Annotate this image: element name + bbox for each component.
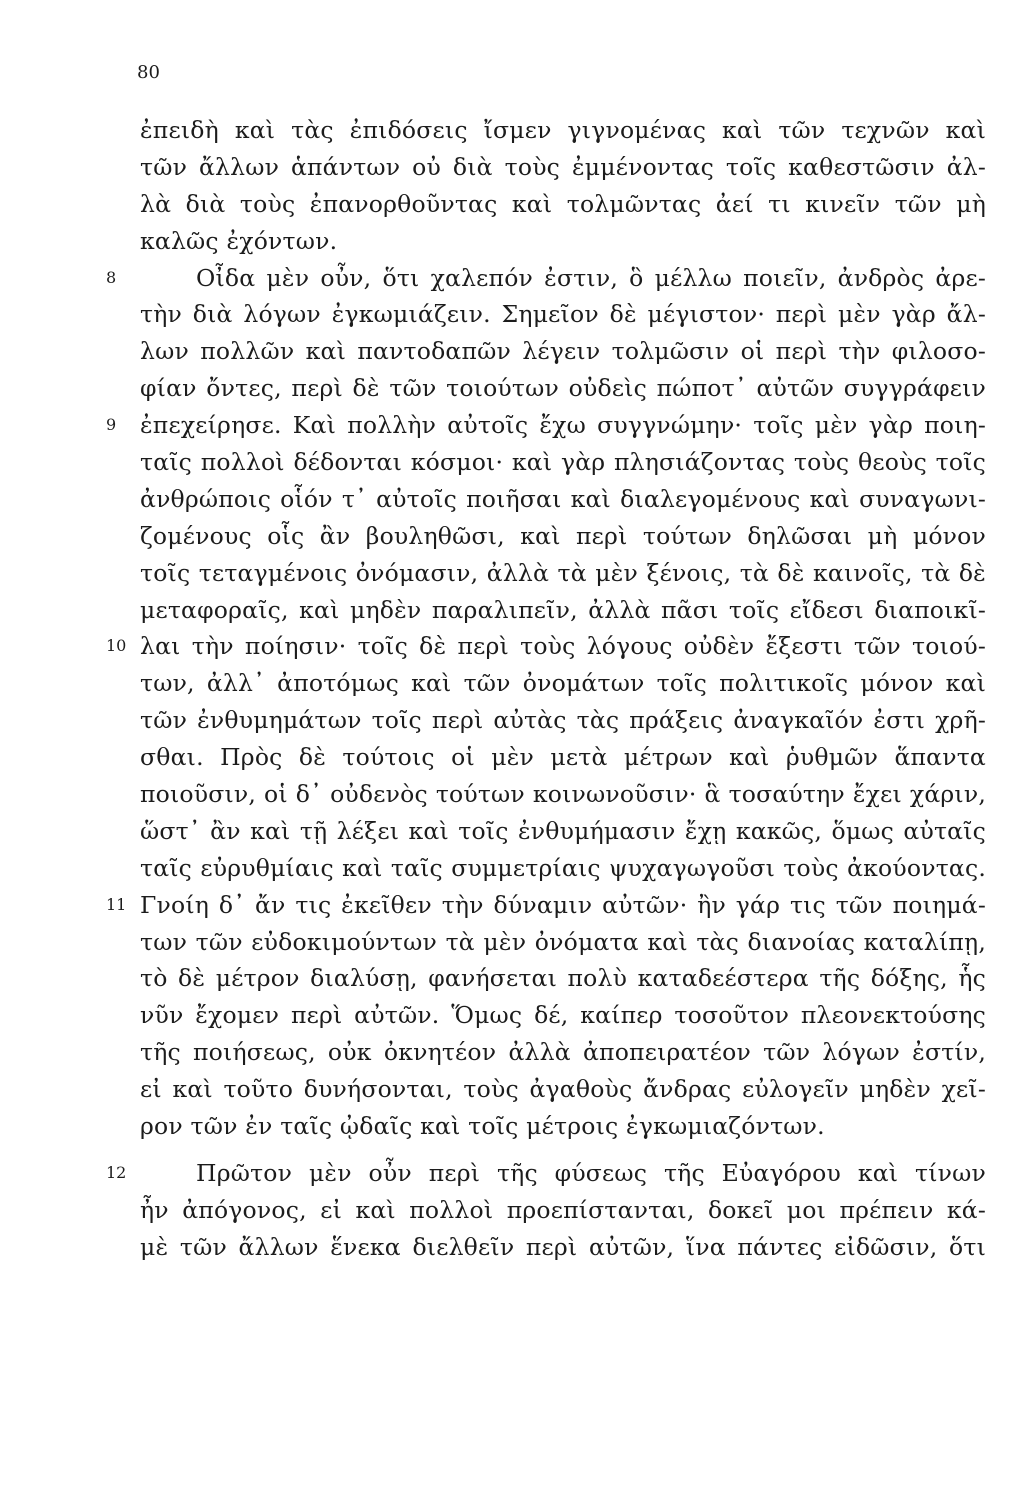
line-text: ταῖς εὐρυθμίαις καὶ ταῖς συμμετρίαις ψυχαγωγοῦσι τοὺς ἀκούοντας. xyxy=(140,853,986,882)
line-text: μεταφοραῖς, καὶ μηδὲν παραλιπεῖν, ἀλλὰ πᾶσι τοῖς εἴδεσι διαποικῖ- xyxy=(140,595,986,624)
line-text: τὸ δὲ μέτρον διαλύσῃ, φανήσεται πολὺ καταδεέστερα τῆς δόξης, ἧς xyxy=(140,964,986,993)
text-line xyxy=(140,223,986,260)
line-text: Οἶδα μὲν οὖν, ὅτι χαλεπόν ἐστιν, ὃ μέλλω ποιεῖν, ἀνδρὸς ἀρε- xyxy=(196,263,986,292)
line-text: νῦν ἔχομεν περὶ αὐτῶν. Ὅμως δέ, καίπερ τοσοῦτον πλεονεκτούσης xyxy=(140,1001,986,1030)
line-text: μὲ τῶν ἄλλων ἕνεκα διελθεῖν περὶ αὐτῶν, ἵνα πάντες εἰδῶσιν, ὅτι xyxy=(140,1232,986,1261)
line-text: ἀνθρώποις οἷόν τ᾽ αὐτοῖς ποιῆσαι καὶ διαλεγομένους καὶ συναγωνι- xyxy=(140,484,986,513)
line-text: φίαν ὄντες, περὶ δὲ τῶν τοιούτων οὐδεὶς πώποτ᾽ αὐτῶν συγγράφειν xyxy=(140,374,986,403)
line-text: Πρῶτον μὲν οὖν περὶ τῆς φύσεως τῆς Εὐαγόρου καὶ τίνων xyxy=(196,1158,986,1187)
text-line xyxy=(140,1071,986,1108)
text-line xyxy=(140,296,986,333)
text-line xyxy=(140,112,986,149)
line-text: λων πολλῶν καὶ παντοδαπῶν λέγειν τολμῶσιν οἱ περὶ τὴν φιλοσο- xyxy=(140,337,986,366)
line-text: τῶν ἐνθυμημάτων τοῖς περὶ αὐτὰς τὰς πράξεις ἀναγκαῖόν ἐστι χρῆ- xyxy=(140,706,986,735)
text-line xyxy=(140,149,986,186)
text-line xyxy=(140,518,986,555)
text-line xyxy=(106,628,986,665)
text-line xyxy=(140,776,986,813)
line-text: τὴν διὰ λόγων ἐγκωμιάζειν. Σημεῖον δὲ μέγιστον· περὶ μὲν γὰρ ἄλ- xyxy=(140,300,986,329)
text-line xyxy=(140,592,986,629)
section-number: 9 xyxy=(106,415,117,435)
text-line xyxy=(106,1155,986,1192)
text-line xyxy=(140,1229,986,1266)
text-line xyxy=(140,370,986,407)
text-line xyxy=(140,924,986,961)
text-line xyxy=(140,702,986,739)
text-line xyxy=(106,260,986,297)
line-text: ἦν ἀπόγονος, εἰ καὶ πολλοὶ προεπίστανται, δοκεῖ μοι πρέπειν κά- xyxy=(140,1195,986,1224)
text-line xyxy=(140,555,986,592)
line-text: ταῖς πολλοὶ δέδονται κόσμοι· καὶ γὰρ πλησιάζοντας τοὺς θεοὺς τοῖς xyxy=(140,448,986,477)
line-text: ρον τῶν ἐν ταῖς ᾠδαῖς καὶ τοῖς μέτροις ἐγκωμιαζόντων. xyxy=(140,1112,825,1141)
text-line xyxy=(106,887,986,924)
line-text: λὰ διὰ τοὺς ἐπανορθοῦντας καὶ τολμῶντας ἀεί τι κινεῖν τῶν μὴ xyxy=(140,189,986,218)
text-line xyxy=(140,813,986,850)
text-line xyxy=(140,481,986,518)
text-line xyxy=(140,1108,986,1145)
section-number: 10 xyxy=(106,636,127,656)
text-line xyxy=(140,739,986,776)
page-number: 80 xyxy=(137,62,160,83)
text-line xyxy=(140,444,986,481)
section-number: 12 xyxy=(106,1162,127,1182)
line-text: ἐπεχείρησε. Καὶ πολλὴν αὐτοῖς ἔχω συγγνώμην· τοῖς μὲν γὰρ ποιη- xyxy=(140,411,986,440)
text-line xyxy=(140,665,986,702)
text-line xyxy=(140,186,986,223)
line-text: τῶν ἄλλων ἁπάντων οὐ διὰ τοὺς ἐμμένοντας τοῖς καθεστῶσιν ἀλ- xyxy=(140,152,986,181)
line-text: καλῶς ἐχόντων. xyxy=(140,226,338,255)
text-line xyxy=(140,997,986,1034)
line-text: τῆς ποιήσεως, οὐκ ὀκνητέον ἀλλὰ ἀποπειρατέον τῶν λόγων ἐστίν, xyxy=(140,1038,986,1067)
line-text: ὥστ᾽ ἂν καὶ τῇ λέξει καὶ τοῖς ἐνθυμήμασιν ἔχῃ κακῶς, ὅμως αὐταῖς xyxy=(140,816,986,845)
line-text: λαι τὴν ποίησιν· τοῖς δὲ περὶ τοὺς λόγους οὐδὲν ἔξεστι τῶν τοιού- xyxy=(140,632,986,661)
text-line xyxy=(106,407,986,444)
section-number: 8 xyxy=(106,267,117,287)
line-text: σθαι. Πρὸς δὲ τούτοις οἱ μὲν μετὰ μέτρων καὶ ῥυθμῶν ἅπαντα xyxy=(140,743,986,772)
line-text: Γνοίη δ᾽ ἄν τις ἐκεῖθεν τὴν δύναμιν αὐτῶν· ἢν γάρ τις τῶν ποιημά- xyxy=(140,890,986,919)
section-number: 11 xyxy=(106,894,127,914)
line-text: ζομένους οἷς ἂν βουληθῶσι, καὶ περὶ τούτων δηλῶσαι μὴ μόνον xyxy=(140,521,986,550)
text-line xyxy=(140,850,986,887)
text-line xyxy=(140,1192,986,1229)
line-text: εἰ καὶ τοῦτο δυνήσονται, τοὺς ἀγαθοὺς ἄνδρας εὐλογεῖν μηδὲν χεῖ- xyxy=(140,1075,986,1104)
line-text: ἐπειδὴ καὶ τὰς ἐπιδόσεις ἴσμεν γιγνομένας καὶ τῶν τεχνῶν καὶ xyxy=(140,116,986,144)
greek-text-body xyxy=(106,112,986,1266)
line-text: ποιοῦσιν, οἱ δ᾽ οὐδενὸς τούτων κοινωνοῦσιν· ἃ τοσαύτην ἔχει χάριν, xyxy=(140,780,986,809)
text-line xyxy=(140,960,986,997)
line-text: των, ἀλλ᾽ ἀποτόμως καὶ τῶν ὀνομάτων τοῖς πολιτικοῖς μόνον καὶ xyxy=(140,669,986,698)
line-text: των τῶν εὐδοκιμούντων τὰ μὲν ὀνόματα καὶ τὰς διανοίας καταλίπῃ, xyxy=(140,927,986,956)
text-line xyxy=(140,1034,986,1071)
text-line xyxy=(140,333,986,370)
line-text: τοῖς τεταγμένοις ὀνόμασιν, ἀλλὰ τὰ μὲν ξένοις, τὰ δὲ καινοῖς, τὰ δὲ xyxy=(140,558,986,587)
